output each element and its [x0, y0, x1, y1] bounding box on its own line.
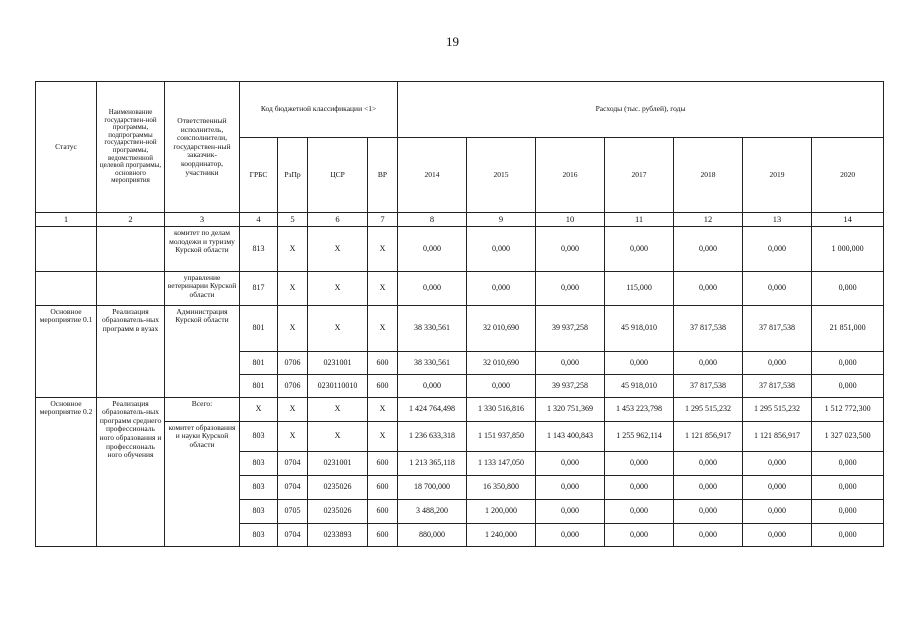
budget-table: [35, 81, 884, 547]
value-cell: 16 350,800: [467, 476, 536, 499]
column-number: 5: [278, 213, 308, 227]
value-cell: 0,000: [743, 352, 812, 375]
value-cell: 39 937,258: [536, 375, 605, 397]
value-cell: 0,000: [812, 271, 884, 305]
value-cell: 1 236 633,318: [398, 421, 467, 451]
value-cell: 3 488,200: [398, 499, 467, 523]
value-cell: 0,000: [536, 352, 605, 375]
csr-cell: 0231001: [308, 452, 368, 476]
value-cell: 32 010,690: [467, 352, 536, 375]
csr-cell: 0235026: [308, 476, 368, 499]
value-cell: 0,000: [605, 452, 674, 476]
value-cell: 1 330 516,816: [467, 397, 536, 421]
grbs-cell: 801: [240, 352, 278, 375]
value-cell: 38 330,561: [398, 305, 467, 351]
value-cell: 0,000: [674, 499, 743, 523]
vr-cell: 600: [368, 476, 398, 499]
value-cell: 45 918,010: [605, 375, 674, 397]
value-cell: 1 200,000: [467, 499, 536, 523]
header-year: 2015: [467, 138, 536, 213]
value-cell: 38 330,561: [398, 352, 467, 375]
rzpr-cell: X: [278, 397, 308, 421]
value-cell: 0,000: [743, 271, 812, 305]
value-cell: 0,000: [743, 523, 812, 546]
vr-cell: 600: [368, 499, 398, 523]
responsible-cell: управление ветеринарии Курской области: [165, 271, 240, 305]
value-cell: 1 327 023,500: [812, 421, 884, 451]
value-cell: 1 453 223,798: [605, 397, 674, 421]
value-cell: 0,000: [605, 352, 674, 375]
vr-cell: 600: [368, 452, 398, 476]
csr-cell: X: [308, 305, 368, 351]
value-cell: 0,000: [812, 375, 884, 397]
grbs-cell: 801: [240, 375, 278, 397]
header-status: Статус: [36, 82, 97, 213]
value-cell: 0,000: [674, 227, 743, 271]
header-year: 2017: [605, 138, 674, 213]
value-cell: 21 851,000: [812, 305, 884, 351]
value-cell: 0,000: [605, 476, 674, 499]
value-cell: 0,000: [812, 452, 884, 476]
value-cell: 880,000: [398, 523, 467, 546]
name-cell: [97, 271, 165, 305]
value-cell: 37 817,538: [674, 305, 743, 351]
csr-cell: X: [308, 397, 368, 421]
value-cell: 0,000: [812, 352, 884, 375]
rzpr-cell: 0704: [278, 476, 308, 499]
value-cell: 18 700,000: [398, 476, 467, 499]
grbs-cell: 803: [240, 421, 278, 451]
column-number: 6: [308, 213, 368, 227]
table-row: [36, 227, 884, 271]
rzpr-cell: 0704: [278, 523, 308, 546]
column-number: 11: [605, 213, 674, 227]
vr-cell: 600: [368, 375, 398, 397]
responsible-cell: Всего:: [165, 397, 240, 421]
column-number: 1: [36, 213, 97, 227]
grbs-cell: 803: [240, 499, 278, 523]
value-cell: 1 255 962,114: [605, 421, 674, 451]
page-number: 19: [446, 34, 459, 49]
value-cell: 1 424 764,498: [398, 397, 467, 421]
value-cell: 0,000: [674, 476, 743, 499]
header-grbs: ГРБС: [240, 138, 278, 213]
status-cell: Основное мероприятие 0.2: [36, 397, 97, 546]
value-cell: 1 121 856,917: [743, 421, 812, 451]
value-cell: 1 512 772,300: [812, 397, 884, 421]
header-name: Наименование государствен-ной программы, подпрограммы государствен-ной программы, ведомственной целевой программы, основного мероприятия: [97, 82, 165, 213]
rzpr-cell: 0706: [278, 352, 308, 375]
column-number: 8: [398, 213, 467, 227]
header-rzpr: РзПр: [278, 138, 308, 213]
name-cell: Реализация образователь-ных программ в вузах: [97, 305, 165, 397]
header-vr: ВР: [368, 138, 398, 213]
column-number: 14: [812, 213, 884, 227]
column-number: 9: [467, 213, 536, 227]
rzpr-cell: 0705: [278, 499, 308, 523]
rzpr-cell: X: [278, 271, 308, 305]
grbs-cell: X: [240, 397, 278, 421]
responsible-cell: комитет по делам молодежи и туризму Курской области: [165, 227, 240, 271]
value-cell: 0,000: [398, 227, 467, 271]
value-cell: 0,000: [536, 476, 605, 499]
grbs-cell: 801: [240, 305, 278, 351]
table-row: [36, 271, 884, 305]
csr-cell: X: [308, 227, 368, 271]
rzpr-cell: 0706: [278, 375, 308, 397]
value-cell: 1 240,000: [467, 523, 536, 546]
column-number-row: [36, 213, 884, 227]
responsible-cell: комитет образования и науки Курской области: [165, 421, 240, 546]
vr-cell: X: [368, 271, 398, 305]
value-cell: 1 143 400,843: [536, 421, 605, 451]
value-cell: 1 295 515,232: [674, 397, 743, 421]
rzpr-cell: X: [278, 305, 308, 351]
column-number: 3: [165, 213, 240, 227]
value-cell: 45 918,010: [605, 305, 674, 351]
value-cell: 0,000: [605, 227, 674, 271]
rzpr-cell: X: [278, 227, 308, 271]
grbs-cell: 817: [240, 271, 278, 305]
value-cell: 0,000: [605, 523, 674, 546]
rzpr-cell: X: [278, 421, 308, 451]
header-year: 2018: [674, 138, 743, 213]
value-cell: 0,000: [674, 271, 743, 305]
value-cell: 115,000: [605, 271, 674, 305]
rzpr-cell: 0704: [278, 452, 308, 476]
value-cell: 1 000,000: [812, 227, 884, 271]
column-number: 2: [97, 213, 165, 227]
value-cell: 0,000: [674, 523, 743, 546]
column-number: 4: [240, 213, 278, 227]
header-csr: ЦСР: [308, 138, 368, 213]
value-cell: 0,000: [467, 271, 536, 305]
value-cell: 0,000: [812, 523, 884, 546]
grbs-cell: 803: [240, 452, 278, 476]
value-cell: 37 817,538: [674, 375, 743, 397]
header-row: [36, 82, 884, 138]
status-cell: Основное мероприятие 0.1: [36, 305, 97, 397]
column-number: 7: [368, 213, 398, 227]
value-cell: 1 320 751,369: [536, 397, 605, 421]
value-cell: 0,000: [536, 271, 605, 305]
value-cell: 1 151 937,850: [467, 421, 536, 451]
csr-cell: X: [308, 271, 368, 305]
vr-cell: X: [368, 397, 398, 421]
value-cell: 0,000: [743, 499, 812, 523]
value-cell: 39 937,258: [536, 305, 605, 351]
csr-cell: 0233893: [308, 523, 368, 546]
value-cell: 0,000: [743, 452, 812, 476]
header-budget-code: Код бюджетной классификации <1>: [240, 82, 398, 138]
value-cell: 0,000: [398, 375, 467, 397]
grbs-cell: 803: [240, 476, 278, 499]
value-cell: 1 295 515,232: [743, 397, 812, 421]
grbs-cell: 813: [240, 227, 278, 271]
header-year: 2016: [536, 138, 605, 213]
value-cell: 37 817,538: [743, 375, 812, 397]
value-cell: 0,000: [743, 476, 812, 499]
value-cell: 32 010,690: [467, 305, 536, 351]
value-cell: 0,000: [536, 499, 605, 523]
status-cell: [36, 227, 97, 271]
value-cell: 0,000: [467, 227, 536, 271]
table-row: [36, 397, 884, 421]
csr-cell: X: [308, 421, 368, 451]
header-expenses: Расходы (тыс. рублей), годы: [398, 82, 884, 138]
name-cell: [97, 227, 165, 271]
header-year: 2020: [812, 138, 884, 213]
value-cell: 0,000: [467, 375, 536, 397]
value-cell: 1 121 856,917: [674, 421, 743, 451]
vr-cell: X: [368, 421, 398, 451]
value-cell: 0,000: [536, 452, 605, 476]
value-cell: 1 133 147,050: [467, 452, 536, 476]
value-cell: 0,000: [674, 352, 743, 375]
column-number: 13: [743, 213, 812, 227]
responsible-cell: Администрация Курской области: [165, 305, 240, 397]
csr-cell: 0235026: [308, 499, 368, 523]
header-responsible: Ответственный исполнитель, соисполнители, государствен-ный заказчик-координатор, участники: [165, 82, 240, 213]
value-cell: 0,000: [536, 523, 605, 546]
value-cell: 0,000: [605, 499, 674, 523]
header-year: 2014: [398, 138, 467, 213]
value-cell: 1 213 365,118: [398, 452, 467, 476]
value-cell: 0,000: [743, 227, 812, 271]
csr-cell: 0231001: [308, 352, 368, 375]
value-cell: 0,000: [812, 476, 884, 499]
vr-cell: X: [368, 305, 398, 351]
column-number: 12: [674, 213, 743, 227]
vr-cell: X: [368, 227, 398, 271]
vr-cell: 600: [368, 352, 398, 375]
name-cell: Реализация образователь-ных программ среднего профессиональ ного образования и профессиональ ного обучения: [97, 397, 165, 546]
value-cell: 0,000: [398, 271, 467, 305]
grbs-cell: 803: [240, 523, 278, 546]
value-cell: 0,000: [536, 227, 605, 271]
header-year: 2019: [743, 138, 812, 213]
status-cell: [36, 271, 97, 305]
value-cell: 37 817,538: [743, 305, 812, 351]
csr-cell: 0230110010: [308, 375, 368, 397]
column-number: 10: [536, 213, 605, 227]
table-row: [36, 305, 884, 351]
value-cell: 0,000: [674, 452, 743, 476]
vr-cell: 600: [368, 523, 398, 546]
value-cell: 0,000: [812, 499, 884, 523]
